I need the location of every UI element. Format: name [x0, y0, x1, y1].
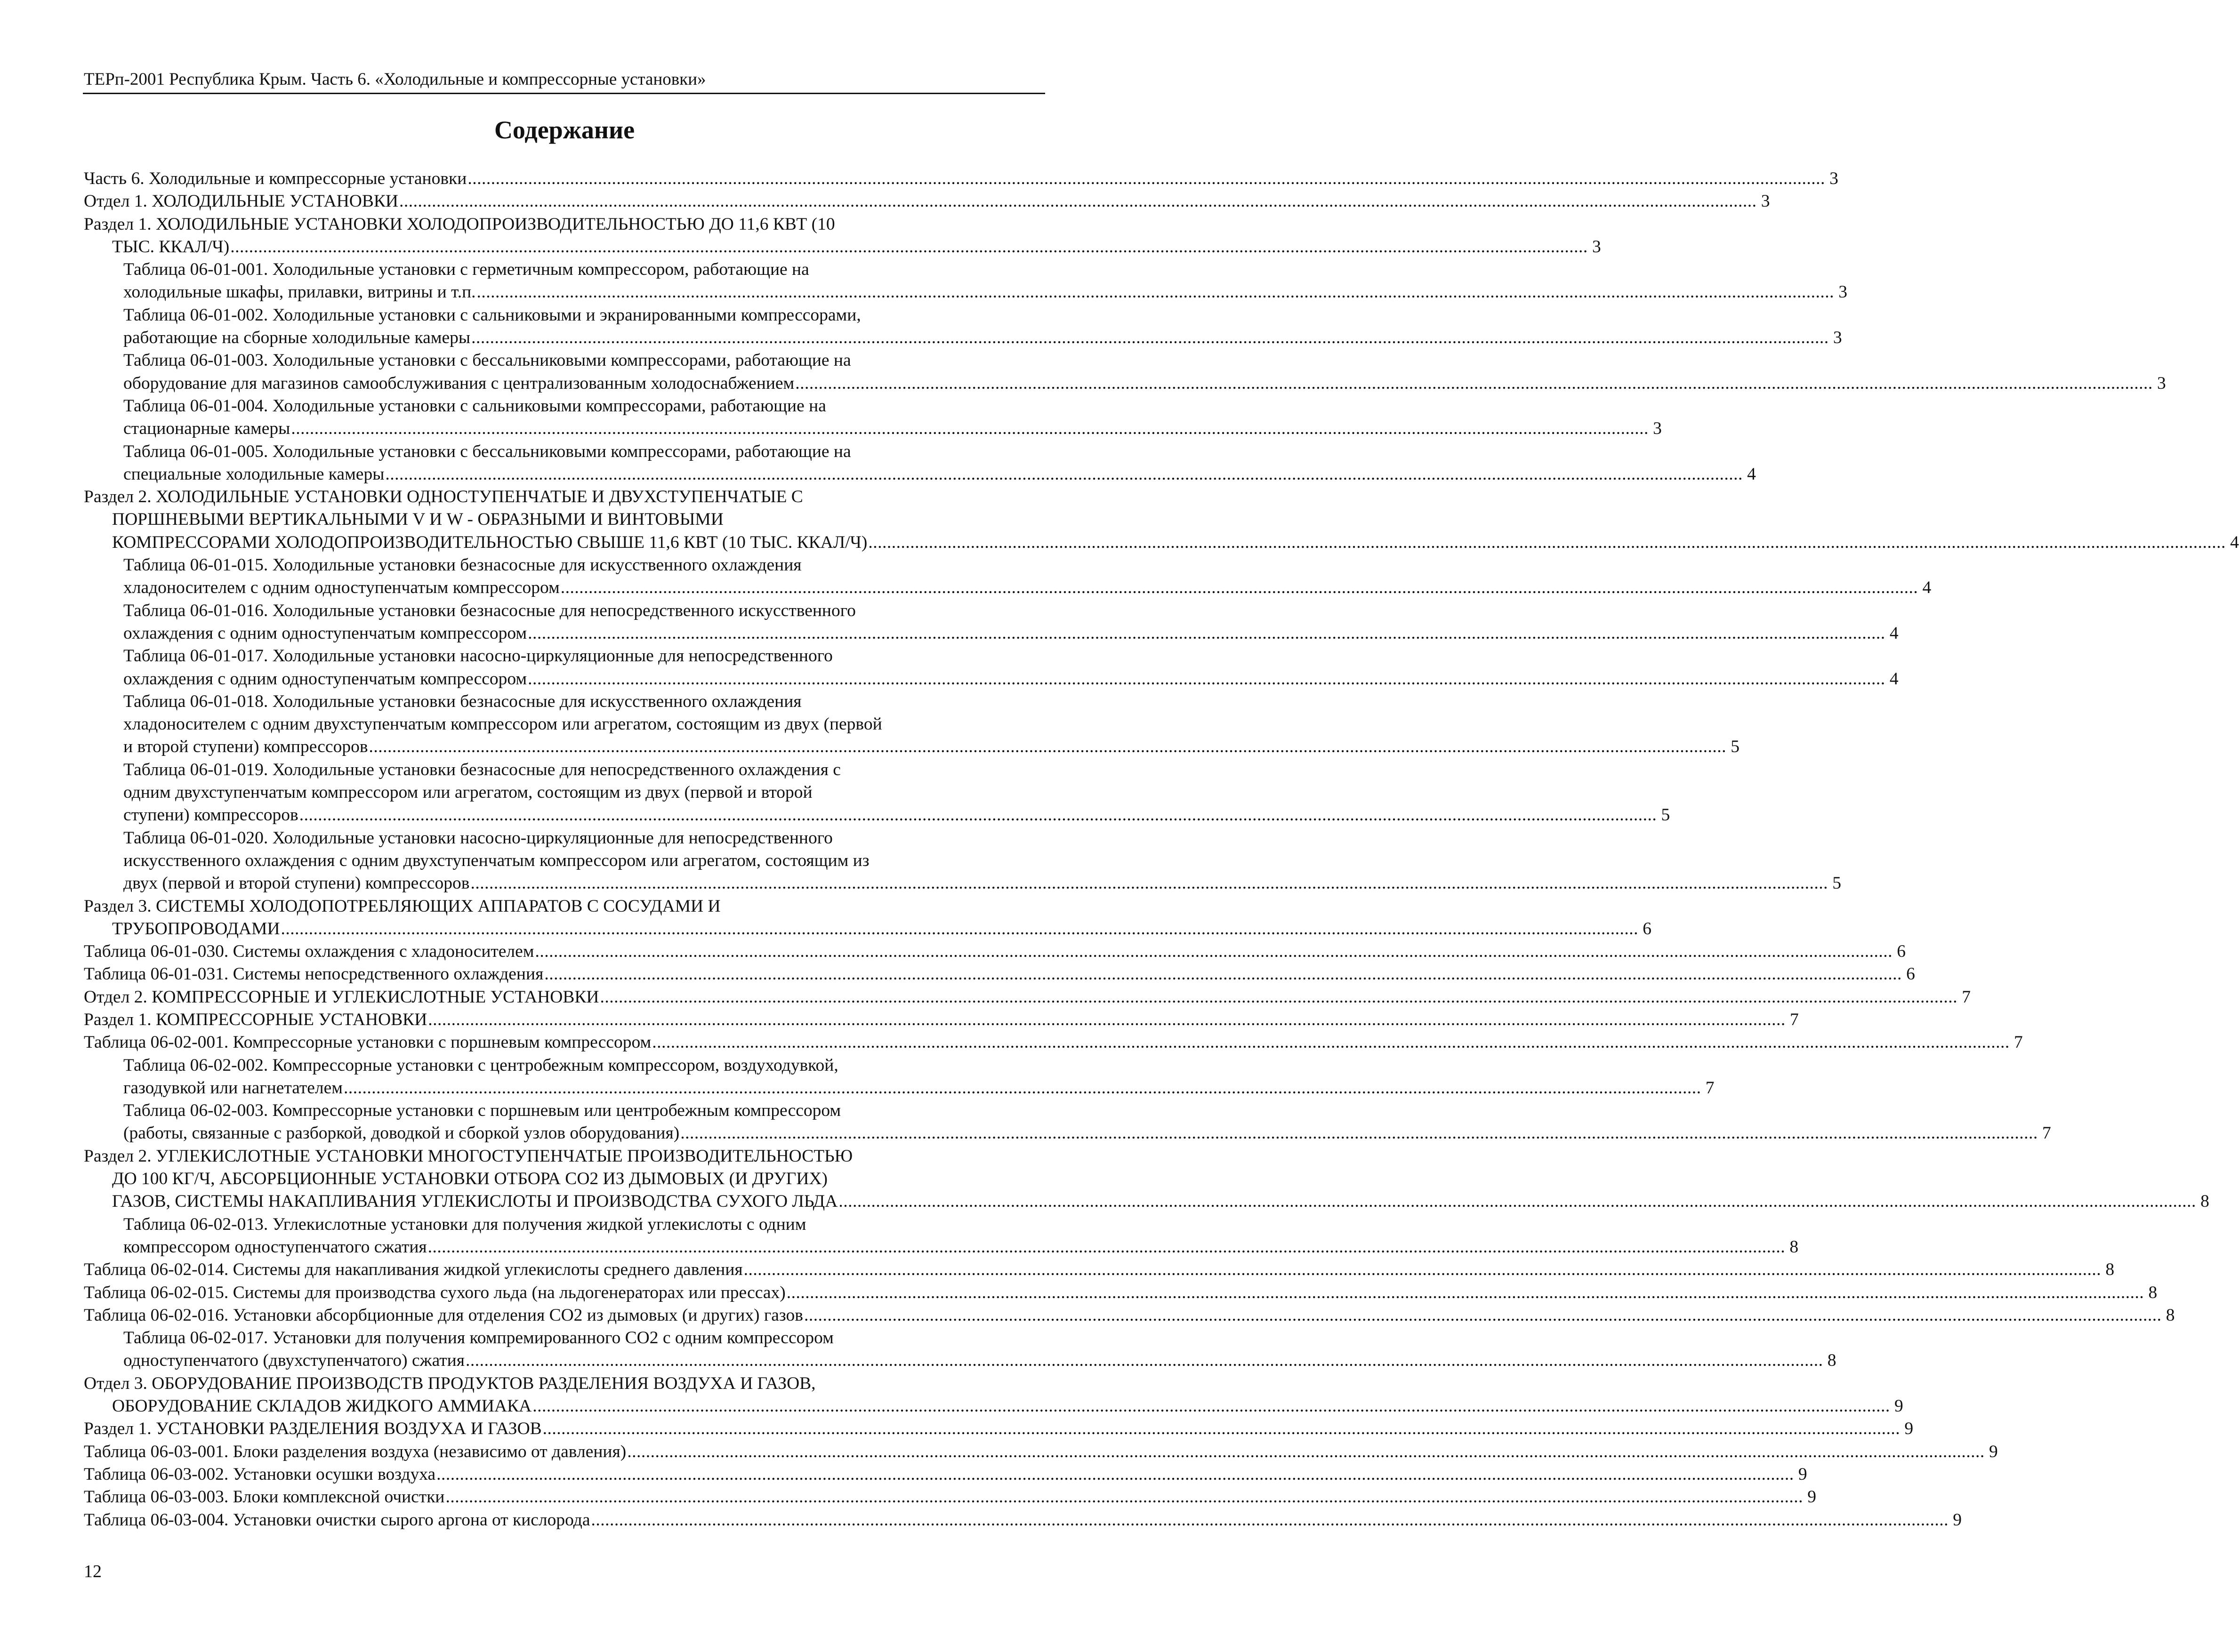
toc-entry-text: Таблица 06-01-030. Системы охлаждения с хладоносителем [84, 942, 534, 962]
dot-leader: .................................................................................................................................................................................................................................................................................................... [532, 1396, 1890, 1416]
toc-table-entry[interactable] [84, 600, 1899, 645]
dot-leader: .................................................................................................................................................................................................................................................................................................... [795, 373, 2153, 393]
toc-page-number: 6 [1643, 919, 1652, 938]
toc-table-entry[interactable] [84, 1486, 1816, 1508]
toc-table-entry[interactable] [84, 1327, 1836, 1372]
toc-page-number: 6 [1897, 942, 1906, 962]
toc-entry-text: работающие на сборные холодильные камеры [123, 328, 471, 348]
dot-leader: .................................................................................................................................................................................................................................................................................................... [471, 328, 1829, 348]
dot-leader: .................................................................................................................................................................................................................................................................................................... [470, 874, 1828, 893]
dot-leader: .................................................................................................................................................................................................................................................................................................... [627, 1442, 1985, 1461]
toc-page-number: 7 [2014, 1033, 2023, 1052]
toc-table-entry[interactable] [84, 1463, 1807, 1486]
toc-table-entry[interactable] [84, 1304, 2175, 1327]
toc-page-number: 9 [1989, 1442, 1998, 1461]
header-rule [83, 93, 1045, 94]
toc-page-number: 8 [2166, 1305, 2175, 1325]
dot-leader: .................................................................................................................................................................................................................................................................................................... [281, 919, 1639, 938]
toc-entry-text: Раздел 1. ХОЛОДИЛЬНЫЕ УСТАНОВКИ ХОЛОДОПРОИЗВОДИТЕЛЬНОСТЬЮ ДО 11,6 КВТ (10 [84, 214, 835, 234]
toc-page-number: 9 [1798, 1464, 1807, 1484]
toc-entry-text: компрессором одноступенчатого сжатия [123, 1237, 427, 1257]
dot-leader: .................................................................................................................................................................................................................................................................................................... [445, 1487, 1803, 1507]
dot-leader: .................................................................................................................................................................................................................................................................................................... [591, 1510, 1949, 1530]
toc-section-entry[interactable] [84, 986, 1971, 1009]
toc-table-entry[interactable] [84, 690, 1740, 759]
toc-entry-text: Таблица 06-02-015. Системы для производства сухого льда (на льдогенераторах или прессах) [84, 1283, 786, 1302]
toc-section-entry[interactable] [84, 190, 1770, 213]
toc-entry-text: Раздел 1. КОМПРЕССОРНЫЕ УСТАНОВКИ [84, 1010, 427, 1029]
dot-leader: .................................................................................................................................................................................................................................................................................................... [652, 1033, 2010, 1052]
dot-leader: .................................................................................................................................................................................................................................................................................................... [560, 578, 1918, 598]
toc-page-number: 9 [1953, 1510, 1962, 1530]
toc-entry-text: Отдел 2. КОМПРЕССОРНЫЕ И УГЛЕКИСЛОТНЫЕ УСТАНОВКИ [84, 987, 599, 1007]
dot-leader: .................................................................................................................................................................................................................................................................................................... [299, 805, 1657, 825]
toc-entry-text: Таблица 06-02-016. Установки абсорбционные для отделения СО2 из дымовых (и других) газов [84, 1305, 803, 1325]
toc-table-entry[interactable] [84, 645, 1899, 690]
toc-entry-text: ТЫС. ККАЛ/Ч) [112, 237, 230, 257]
toc-section-entry[interactable] [84, 168, 1838, 190]
toc-page-number: 4 [1889, 623, 1899, 643]
toc-entry-text: КОМПРЕССОРАМИ ХОЛОДОПРОИЗВОДИТЕЛЬНОСТЬЮ СВЫШЕ 11,6 КВТ (10 ТЫС. ККАЛ/Ч) [112, 532, 868, 552]
toc-entry-text: Раздел 2. УГЛЕКИСЛОТНЫЕ УСТАНОВКИ МНОГОСТУПЕНЧАТЫЕ ПРОИЗВОДИТЕЛЬНОСТЬЮ [84, 1146, 853, 1166]
toc-table-entry[interactable] [84, 1213, 1799, 1259]
toc-table-entry[interactable] [84, 304, 1842, 350]
toc-page-number: 8 [1789, 1237, 1799, 1257]
toc-page-number: 3 [1838, 282, 1848, 302]
toc-entry-text: ГАЗОВ, СИСТЕМЫ НАКАПЛИВАНИЯ УГЛЕКИСЛОТЫ И ПРОИЗВОДСТВА СУХОГО ЛЬДА [112, 1192, 838, 1211]
dot-leader: .................................................................................................................................................................................................................................................................................................... [535, 942, 1893, 962]
toc-section-entry[interactable] [84, 1372, 1903, 1418]
dot-leader: .................................................................................................................................................................................................................................................................................................... [838, 1192, 2196, 1211]
toc-entry-text: Отдел 1. ХОЛОДИЛЬНЫЕ УСТАНОВКИ [84, 192, 398, 211]
toc-page-number: 8 [1827, 1351, 1836, 1371]
toc-page-number: 3 [2157, 373, 2166, 393]
dot-leader: .................................................................................................................................................................................................................................................................................................... [230, 237, 1588, 257]
toc-entry-text: охлаждения с одним одноступенчатым компрессором [123, 623, 527, 643]
dot-leader: .................................................................................................................................................................................................................................................................................................... [476, 282, 1835, 302]
toc-page-number: 8 [2148, 1283, 2158, 1302]
toc-page-number: 4 [1747, 464, 1756, 484]
dot-leader: .................................................................................................................................................................................................................................................................................................... [344, 1078, 1701, 1098]
toc-entry-text: одним двухступенчатым компрессором или агрегатом, состоящим из двух (первой и второй [123, 783, 813, 802]
toc-table-entry[interactable] [84, 441, 1756, 486]
toc-entry-text: двух (первой и второй ступени) компрессоров [123, 874, 470, 893]
toc-entry-text: стационарные камеры [123, 419, 290, 439]
toc-table-entry[interactable] [84, 1509, 1962, 1532]
toc-page-number: 4 [1889, 669, 1899, 689]
toc-page-number: 5 [1661, 805, 1670, 825]
toc-entry-text: Таблица 06-01-018. Холодильные установки безнасосные для искусственного охлаждения [123, 691, 802, 711]
toc-entry-text: Таблица 06-01-001. Холодильные установки с герметичным компрессором, работающие на [123, 260, 809, 280]
toc-page-number: 5 [1731, 737, 1740, 757]
toc-entry-text: хладоносителем с одним одноступенчатым компрессором [123, 578, 560, 598]
toc-table-entry[interactable] [84, 1099, 2051, 1145]
toc-section-entry[interactable] [84, 1009, 1799, 1031]
toc-entry-text: Таблица 06-01-020. Холодильные установки насосно-циркуляционные для непосредственного [123, 828, 833, 848]
toc-page-number: 4 [2230, 532, 2239, 552]
toc-entry-text: ТРУБОПРОВОДАМИ [112, 919, 280, 938]
toc-entry-text: ОБОРУДОВАНИЕ СКЛАДОВ ЖИДКОГО АММИАКА [112, 1396, 532, 1416]
toc-entry-text: Таблица 06-02-001. Компрессорные установки с поршневым компрессором [84, 1033, 652, 1052]
table-of-contents [84, 168, 2239, 1532]
toc-entry-text: Таблица 06-03-002. Установки осушки воздуха [84, 1464, 436, 1484]
toc-entry-text: Таблица 06-02-002. Компрессорные установки с центробежным компрессором, воздуходувкой, [123, 1055, 838, 1075]
dot-leader: .................................................................................................................................................................................................................................................................................................... [291, 419, 1649, 439]
toc-entry-text: хладоносителем с одним двухступенчатым компрессором или агрегатом, состоящим из двух (первой [123, 714, 882, 734]
toc-section-entry[interactable] [84, 895, 1652, 941]
dot-leader: .................................................................................................................................................................................................................................................................................................... [743, 1260, 2102, 1280]
dot-leader: .................................................................................................................................................................................................................................................................................................... [467, 169, 1825, 188]
toc-entry-text: холодильные шкафы, прилавки, витрины и т.п. [123, 282, 476, 302]
dot-leader: .................................................................................................................................................................................................................................................................................................... [600, 987, 1957, 1007]
toc-entry-text: (работы, связанные с разборкой, доводкой и сборкой узлов оборудования) [123, 1123, 680, 1143]
toc-entry-text: искусственного охлаждения с одним двухступенчатым компрессором или агрегатом, состоящим из [123, 850, 870, 870]
toc-entry-text: одноступенчатого (двухступенчатого) сжатия [123, 1351, 465, 1371]
dot-leader: .................................................................................................................................................................................................................................................................................................... [544, 964, 1902, 984]
toc-entry-text: специальные холодильные камеры [123, 464, 385, 484]
toc-entry-text: Таблица 06-03-004. Установки очистки сырого аргона от кислорода [84, 1510, 590, 1530]
toc-entry-text: Часть 6. Холодильные и компрессорные установки [84, 169, 467, 188]
toc-entry-text: Таблица 06-03-003. Блоки комплексной очистки [84, 1487, 445, 1507]
toc-section-entry[interactable] [84, 1145, 2209, 1213]
toc-page-number: 3 [1653, 419, 1662, 439]
toc-entry-text: Таблица 06-02-017. Установки для получения компремированного СО2 с одним компрессором [123, 1328, 834, 1348]
toc-entry-text: Раздел 2. ХОЛОДИЛЬНЫЕ УСТАНОВКИ ОДНОСТУПЕНЧАТЫЕ И ДВУХСТУПЕНЧАТЫЕ С [84, 487, 803, 507]
toc-section-entry[interactable] [84, 1418, 1914, 1440]
dot-leader: .................................................................................................................................................................................................................................................................................................... [786, 1283, 2144, 1302]
toc-section-entry[interactable] [84, 486, 2239, 554]
dot-leader: .................................................................................................................................................................................................................................................................................................... [868, 532, 2226, 552]
toc-entry-text: Таблица 06-01-005. Холодильные установки с бессальниковыми компрессорами, работающие на [123, 441, 851, 461]
toc-page-number: 3 [1833, 328, 1842, 348]
toc-page-number: 7 [1705, 1078, 1715, 1098]
toc-table-entry[interactable] [84, 258, 1848, 304]
toc-entry-text: Таблица 06-03-001. Блоки разделения воздуха (независимо от давления) [84, 1442, 627, 1461]
toc-entry-text: Раздел 1. УСТАНОВКИ РАЗДЕЛЕНИЯ ВОЗДУХА И ГАЗОВ [84, 1419, 542, 1439]
toc-page-number: 6 [1906, 964, 1915, 984]
running-header: ТЕРп-2001 Республика Крым. Часть 6. «Холодильные и компрессорные установки» [84, 70, 706, 89]
toc-entry-text: Таблица 06-01-017. Холодильные установки насосно-циркуляционные для непосредственного [123, 646, 833, 666]
toc-entry-text: оборудование для магазинов самообслуживания с централизованным холодоснабжением [123, 373, 795, 393]
dot-leader: .................................................................................................................................................................................................................................................................................................... [542, 1419, 1901, 1439]
toc-page-number: 7 [1962, 987, 1971, 1007]
toc-page-number: 8 [2200, 1192, 2209, 1211]
toc-table-entry[interactable] [84, 349, 2166, 395]
toc-page-number: 3 [1829, 169, 1838, 188]
toc-page-number: 3 [1592, 237, 1601, 257]
toc-entry-text: ступени) компрессоров [123, 805, 298, 825]
toc-page-number: 8 [2105, 1260, 2115, 1280]
dot-leader: .................................................................................................................................................................................................................................................................................................... [528, 623, 1885, 643]
toc-page-number: 3 [1761, 192, 1770, 211]
toc-entry-text: Отдел 3. ОБОРУДОВАНИЕ ПРОИЗВОДСТВ ПРОДУКТОВ РАЗДЕЛЕНИЯ ВОЗДУХА И ГАЗОВ, [84, 1373, 816, 1393]
toc-entry-text: Таблица 06-01-031. Системы непосредственного охлаждения [84, 964, 544, 984]
toc-entry-text: Таблица 06-02-014. Системы для накапливания жидкой углекислоты среднего давления [84, 1260, 743, 1280]
dot-leader: .................................................................................................................................................................................................................................................................................................... [436, 1464, 1794, 1484]
toc-entry-text: Раздел 3. СИСТЕМЫ ХОЛОДОПОТРЕБЛЯЮЩИХ АППАРАТОВ С СОСУДАМИ И [84, 896, 721, 916]
toc-page-number: 9 [1904, 1419, 1914, 1439]
toc-entry-text: Таблица 06-02-003. Компрессорные установки с поршневым или центробежным компрессором [123, 1101, 841, 1121]
toc-entry-text: Таблица 06-01-019. Холодильные установки безнасосные для непосредственного охлаждения с [123, 760, 841, 779]
dot-leader: .................................................................................................................................................................................................................................................................................................... [465, 1351, 1823, 1371]
toc-table-entry[interactable] [84, 1054, 1715, 1100]
toc-page-number: 5 [1832, 874, 1841, 893]
toc-entry-text: и второй ступени) компрессоров [123, 737, 368, 757]
toc-table-entry[interactable] [84, 963, 1915, 986]
page-title: Содержание [494, 116, 635, 144]
page-number: 12 [84, 1562, 102, 1581]
dot-leader: .................................................................................................................................................................................................................................................................................................... [399, 192, 1757, 211]
dot-leader: .................................................................................................................................................................................................................................................................................................... [428, 1010, 1786, 1029]
dot-leader: .................................................................................................................................................................................................................................................................................................... [427, 1237, 1786, 1257]
toc-entry-text: Таблица 06-02-013. Углекислотные установки для получения жидкой углекислоты с одним [123, 1214, 806, 1234]
toc-entry-text: Таблица 06-01-016. Холодильные установки безнасосные для непосредственного искусственного [123, 601, 856, 620]
toc-entry-text: Таблица 06-01-003. Холодильные установки с бессальниковыми компрессорами, работающие на [123, 351, 851, 370]
toc-entry-text: Таблица 06-01-004. Холодильные установки с сальниковыми компрессорами, работающие на [123, 396, 826, 416]
toc-entry-text: Таблица 06-01-015. Холодильные установки безнасосные для искусственного охлаждения [123, 555, 802, 575]
dot-leader: .................................................................................................................................................................................................................................................................................................... [369, 737, 1727, 757]
toc-page-number: 9 [1807, 1487, 1816, 1507]
toc-entry-text: ПОРШНЕВЫМИ ВЕРТИКАЛЬНЫМИ V И W - ОБРАЗНЫМИ И ВИНТОВЫМИ [112, 510, 724, 529]
toc-page-number: 4 [1922, 578, 1932, 598]
toc-table-entry[interactable] [84, 395, 1662, 441]
dot-leader: .................................................................................................................................................................................................................................................................................................... [385, 464, 1743, 484]
dot-leader: .................................................................................................................................................................................................................................................................................................... [804, 1305, 2162, 1325]
toc-section-entry[interactable] [84, 213, 1601, 259]
toc-table-entry[interactable] [84, 827, 1841, 895]
toc-page-number: 7 [1790, 1010, 1799, 1029]
toc-entry-text: газодувкой или нагнетателем [123, 1078, 343, 1098]
toc-table-entry[interactable] [84, 554, 1932, 600]
toc-entry-text: охлаждения с одним одноступенчатым компрессором [123, 669, 527, 689]
toc-table-entry[interactable] [84, 1259, 2115, 1281]
dot-leader: .................................................................................................................................................................................................................................................................................................... [528, 669, 1885, 689]
toc-table-entry[interactable] [84, 1282, 2158, 1304]
dot-leader: .................................................................................................................................................................................................................................................................................................... [680, 1123, 2038, 1143]
toc-page-number: 9 [1894, 1396, 1903, 1416]
toc-table-entry[interactable] [84, 759, 1670, 827]
toc-table-entry[interactable] [84, 1031, 2023, 1054]
toc-entry-text: Таблица 06-01-002. Холодильные установки с сальниковыми и экранированными компрессорами, [123, 305, 861, 325]
toc-entry-text: ДО 100 КГ/Ч, АБСОРБЦИОННЫЕ УСТАНОВКИ ОТБОРА СО2 ИЗ ДЫМОВЫХ (И ДРУГИХ) [112, 1169, 828, 1189]
toc-table-entry[interactable] [84, 1441, 1998, 1463]
toc-page-number: 7 [2042, 1123, 2051, 1143]
toc-table-entry[interactable] [84, 940, 1906, 963]
